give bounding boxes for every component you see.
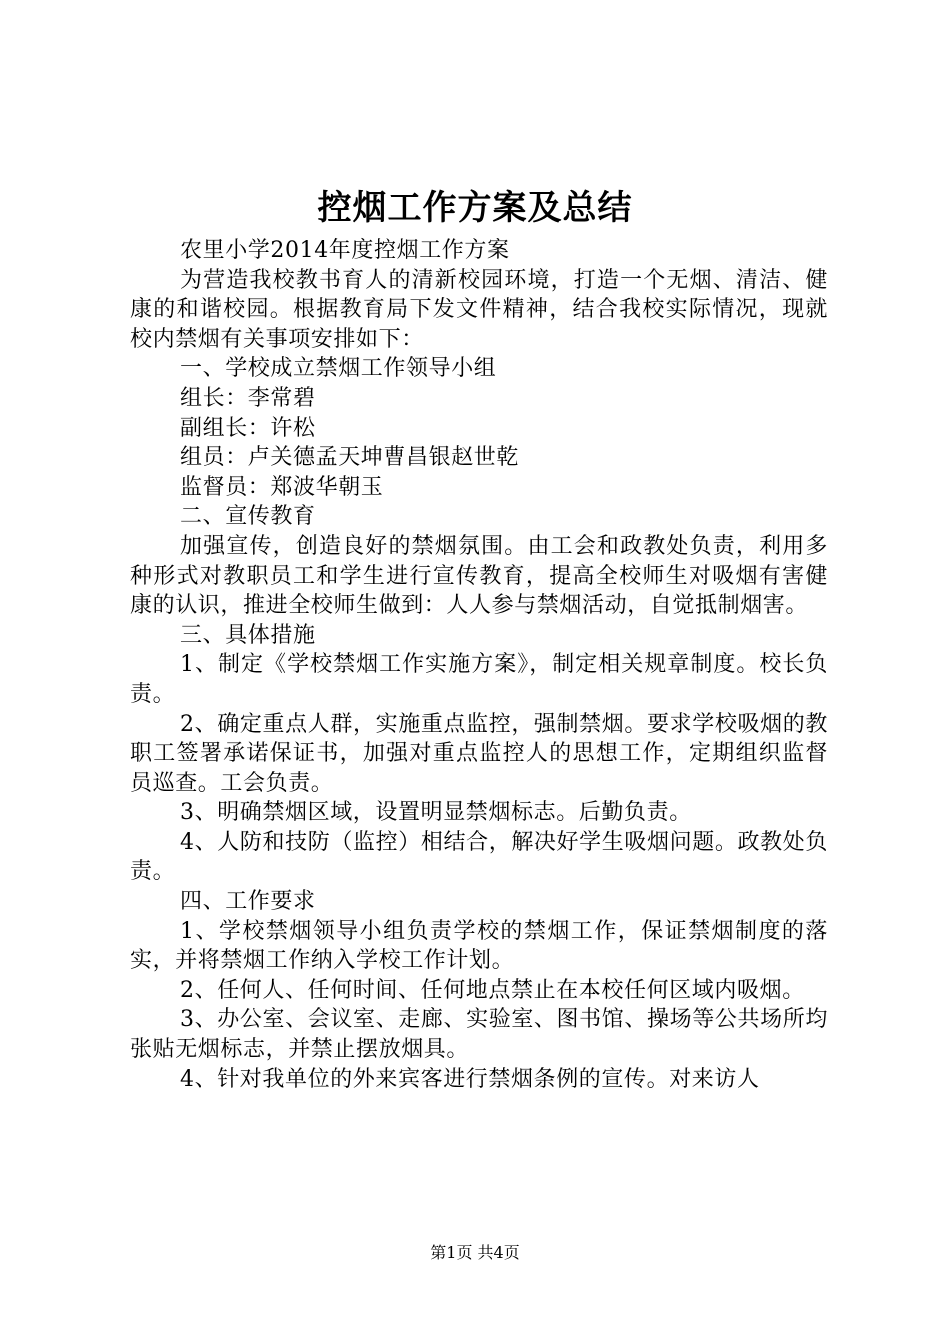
- section-heading-leadership: 一、学校成立禁烟工作领导小组: [180, 356, 497, 382]
- paragraph-measure-3: 3、明确禁烟区域，设置明显禁烟标志。后勤负责。: [180, 800, 692, 826]
- paragraph-plan-heading: 农里小学2014年度控烟工作方案: [180, 238, 510, 263]
- paragraph-requirement-2: 2、任何人、任何时间、任何地点禁止在本校任何区域内吸烟。: [180, 977, 805, 1003]
- paragraph-intro: 为营造我校教书育人的清新校园环境，打造一个无烟、清洁、健康的和谐校园。根据教育局下发文件精神，结合我校实际情况，现就校内禁烟有关事项安排如下：: [130, 267, 828, 352]
- paragraph-measure-2: 2、确定重点人群，实施重点监控，强制禁烟。要求学校吸烟的教职工签署承诺保证书，加强对重点监控人的思想工作，定期组织监督员巡查。工会负责。: [130, 711, 828, 796]
- paragraph-deputy-leader: 副组长：许松: [180, 415, 316, 441]
- section-heading-measures: 三、具体措施: [180, 622, 316, 648]
- document-title: 控烟工作方案及总结: [317, 188, 633, 228]
- paragraph-requirement-1: 1、学校禁烟领导小组负责学校的禁烟工作，保证禁烟制度的落实，并将禁烟工作纳入学校工作计划。: [130, 918, 828, 974]
- paragraph-measure-1: 1、制定《学校禁烟工作实施方案》，制定相关规章制度。校长负责。: [130, 652, 828, 707]
- paragraph-requirement-4: 4、针对我单位的外来宾客进行禁烟条例的宣传。对来访人: [180, 1066, 760, 1092]
- paragraph-publicity: 加强宣传，创造良好的禁烟氛围。由工会和政教处负责，利用多种形式对教职员工和学生进行宣传教育，提高全校师生对吸烟有害健康的认识，推进全校师生做到：人人参与禁烟活动，自觉抵制烟害。: [130, 533, 828, 619]
- section-heading-requirements: 四、工作要求: [180, 889, 316, 915]
- paragraph-requirement-3: 3、办公室、会议室、走廊、实验室、图书馆、操场等公共场所均张贴无烟标志，并禁止摆放烟具。: [130, 1007, 828, 1063]
- page-number-footer: 第1页 共4页: [430, 1243, 520, 1262]
- section-heading-publicity: 二、宣传教育: [180, 504, 316, 530]
- paragraph-members: 组员：卢关德孟天坤曹昌银赵世乾: [180, 445, 520, 471]
- paragraph-measure-4: 4、人防和技防（监控）相结合，解决好学生吸烟问题。政教处负责。: [130, 829, 828, 885]
- document-body: [130, 236, 828, 1094]
- paragraph-supervisors: 监督员：郑波华朝玉: [180, 474, 384, 500]
- paragraph-leader: 组长：李常碧: [180, 385, 316, 411]
